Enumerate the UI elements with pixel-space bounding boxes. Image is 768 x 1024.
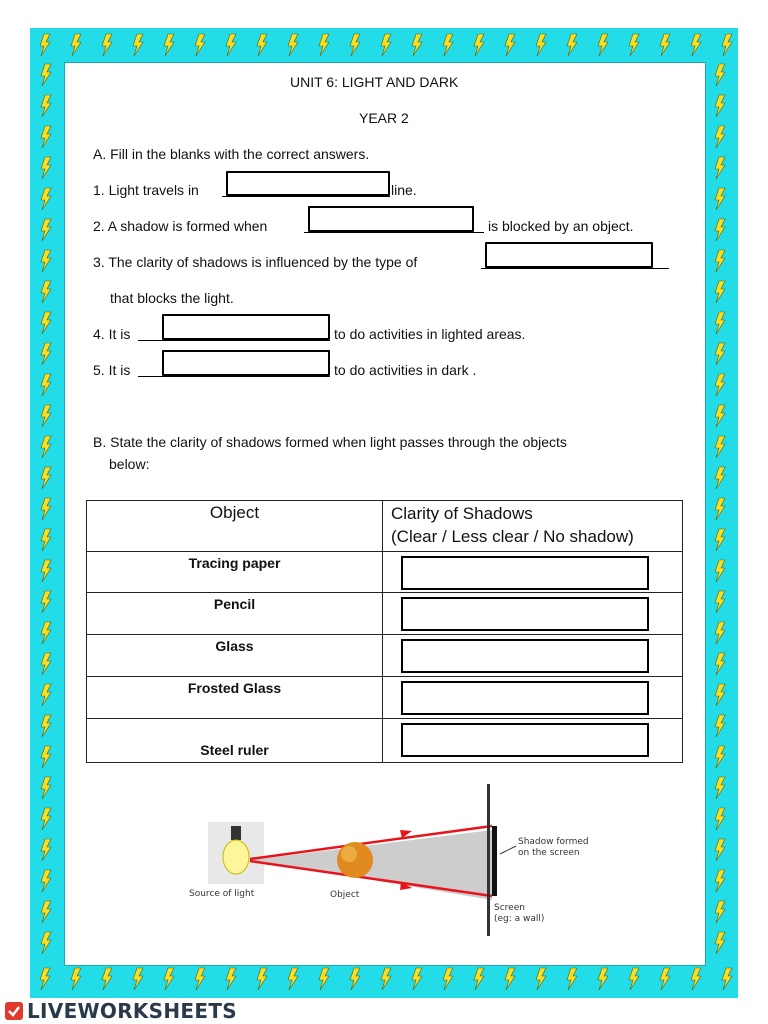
lightning-bolt-icon [715,715,725,737]
q3-text-cont: that blocks the light. [110,290,234,306]
liveworksheets-logo-icon [4,1001,24,1021]
q2-text: 2. A shadow is formed when [93,218,268,234]
lightning-bolt-icon [715,405,725,427]
lightning-bolt-icon [288,34,298,56]
lightning-bolt-icon [381,34,391,56]
page-title: UNIT 6: LIGHT AND DARK [290,74,459,90]
q1-text-end: line. [391,182,417,198]
lightning-bolt-icon [226,34,236,56]
q5-underline [138,376,330,377]
lightning-bolt-icon [715,64,725,86]
table-row [87,593,683,635]
footer-bar [0,998,768,1024]
q5-text-end: to do activities in dark . [334,362,477,378]
lightning-bolt-icon [505,968,515,990]
shadow-diagram [180,782,620,942]
lightning-bolt-icon [41,684,51,706]
lightning-bolt-icon [715,653,725,675]
screen-wall [487,784,490,936]
lightning-bolt-icon [350,34,360,56]
lightning-bolt-icon [629,968,639,990]
q2-text-end: is blocked by an object. [488,218,634,234]
lightning-bolt-icon [715,529,725,551]
lightning-bolt-icon [41,188,51,210]
lightning-bolt-icon [715,312,725,334]
lightning-bolt-icon [41,529,51,551]
shadow-on-screen [492,826,497,896]
q5-text: 5. It is [93,362,131,378]
lightning-bolt-icon [567,968,577,990]
q4-text-end: to do activities in lighted areas. [334,326,526,342]
lightning-bolt-icon [41,498,51,520]
lightning-bolt-icon [715,591,725,613]
lightning-bolt-icon [41,64,51,86]
year-label: YEAR 2 [359,110,409,126]
lightning-bolt-icon [41,808,51,830]
lightning-bolt-icon [195,968,205,990]
lightning-bolt-icon [288,968,298,990]
lightning-bolt-icon [722,34,732,56]
lightning-bolt-icon [41,591,51,613]
q4-answer-box[interactable] [162,314,330,340]
lightning-bolt-icon [41,839,51,861]
lightning-bolt-icon [41,436,51,458]
lightning-bolt-icon [164,34,174,56]
lightning-bolt-icon [41,157,51,179]
object-ball [337,842,373,878]
lightning-bolt-icon [41,715,51,737]
lightning-bolt-icon [102,968,112,990]
lightning-bolt-icon [505,34,515,56]
lightning-bolt-icon [257,968,267,990]
lightning-bolt-icon [536,34,546,56]
lightning-bolt-icon [715,250,725,272]
table-header-row [87,501,683,552]
lightning-bolt-icon [715,281,725,303]
lightning-bolt-icon [474,968,484,990]
clarity-answer-box[interactable] [401,639,649,673]
lightning-bolt-icon [41,777,51,799]
lightning-bolt-icon [567,34,577,56]
lightning-bolt-icon [133,968,143,990]
column-header-object: Object [87,501,383,552]
objects-table [86,500,683,763]
lightning-bolt-icon [715,467,725,489]
lightning-bolt-icon [164,968,174,990]
lightning-bolt-icon [40,968,50,990]
lightning-bolt-icon [715,126,725,148]
lightning-bolt-icon [71,968,81,990]
lightning-bolt-icon [715,95,725,117]
lightning-bolt-icon [715,839,725,861]
clarity-cell [383,552,683,593]
lightning-bolt-icon [226,968,236,990]
lightning-bolt-icon [715,157,725,179]
lightning-bolt-icon [715,777,725,799]
lightning-bolt-icon [41,312,51,334]
lightning-bolt-icon [350,968,360,990]
lightning-bolt-icon [41,343,51,365]
q1-underline [222,196,390,197]
object-cell: Tracing paper [87,552,383,593]
lightning-bolt-icon [102,34,112,56]
lightning-bolt-icon [41,746,51,768]
lightning-bolt-icon [715,374,725,396]
object-cell: Glass [87,635,383,677]
screen-label-line1: Screen [494,903,525,913]
lightning-bolt-icon [715,746,725,768]
object-cell: Steel ruler [87,719,383,763]
lightning-bolt-icon [443,968,453,990]
section-a-heading: A. Fill in the blanks with the correct answers. [93,146,370,162]
q1-text: 1. Light travels in [93,182,199,198]
table-row [87,719,683,763]
lightning-bolt-icon [41,653,51,675]
lightning-bolt-icon [41,622,51,644]
source-label: Source of light [189,889,255,899]
clarity-cell [383,635,683,677]
lightning-bolt-icon [319,968,329,990]
brand-logo-text[interactable]: LIVEWORKSHEETS [27,999,238,1023]
lightning-bolt-icon [474,34,484,56]
q3-answer-box[interactable] [485,242,653,268]
lightning-bolt-icon [381,968,391,990]
lightning-bolt-icon [715,498,725,520]
q2-answer-box[interactable] [308,206,474,232]
lightning-bolt-icon [40,34,50,56]
lightning-bolt-icon [536,968,546,990]
lightning-bolt-icon [715,560,725,582]
q5-answer-box[interactable] [162,350,330,376]
lightning-bolt-icon [41,560,51,582]
object-cell: Pencil [87,593,383,635]
lightning-bolt-icon [195,34,205,56]
clarity-answer-box[interactable] [401,681,649,715]
lightning-bolt-icon [41,281,51,303]
q3-text: 3. The clarity of shadows is influenced by the type of [93,254,418,270]
object-label: Object [330,890,360,900]
lightning-bolt-icon [722,968,732,990]
q4-underline [138,340,330,341]
lightning-bolt-icon [715,684,725,706]
lightning-bolt-icon [715,343,725,365]
lightning-bolt-icon [715,901,725,923]
section-b-heading: B. State the clarity of shadows formed when light passes through the objects [93,434,567,450]
lightning-bolt-icon [715,870,725,892]
q2-underline [304,232,484,233]
lightning-bolt-icon [41,932,51,954]
lightning-bolt-icon [133,34,143,56]
lightning-bolt-icon [41,374,51,396]
lightning-bolt-icon [598,34,608,56]
lightning-bolt-icon [629,34,639,56]
screen-label-line2: (eg: a wall) [494,914,545,924]
lightning-bolt-icon [41,219,51,241]
lightning-bolt-icon [257,34,267,56]
shadow-label-line1: Shadow formed [518,837,589,847]
lightning-bolt-icon [598,968,608,990]
q3-underline [481,268,669,269]
lightning-bolt-icon [715,808,725,830]
lightning-bolt-icon [660,34,670,56]
lightning-bolt-icon [412,968,422,990]
clarity-cell [383,719,683,763]
lightning-bolt-icon [41,250,51,272]
lightning-bolt-icon [660,968,670,990]
lightning-bolt-icon [41,95,51,117]
lightning-bolt-icon [715,622,725,644]
column-header-clarity [383,501,683,552]
clarity-answer-box[interactable] [401,597,649,631]
lightning-bolt-icon [41,126,51,148]
table-row [87,552,683,593]
lightning-bolt-icon [715,219,725,241]
shadow-label-line2: on the screen [518,848,580,858]
clarity-answer-box[interactable] [401,556,649,590]
lightning-bolt-icon [715,188,725,210]
lightning-bolt-icon [715,436,725,458]
lightning-bolt-icon [412,34,422,56]
lightning-bolt-icon [443,34,453,56]
lightning-bolt-icon [691,968,701,990]
lightning-bolt-icon [41,901,51,923]
lightning-bolt-icon [319,34,329,56]
q4-text: 4. It is [93,326,131,342]
table-row [87,635,683,677]
clarity-cell [383,677,683,719]
lightning-bolt-icon [71,34,81,56]
object-cell: Frosted Glass [87,677,383,719]
q1-answer-box[interactable] [226,171,390,196]
lightning-bolt-icon [691,34,701,56]
lightning-bolt-icon [41,467,51,489]
clarity-answer-box[interactable] [401,723,649,757]
section-b-heading-cont: below: [109,456,150,472]
column-header-clarity-line2: (Clear / Less clear / No shadow) [391,527,634,546]
clarity-cell [383,593,683,635]
column-header-clarity-line1: Clarity of Shadows [391,504,533,523]
lightning-bolt-icon [715,932,725,954]
table-row [87,677,683,719]
lightning-bolt-icon [41,870,51,892]
lightning-bolt-icon [41,405,51,427]
